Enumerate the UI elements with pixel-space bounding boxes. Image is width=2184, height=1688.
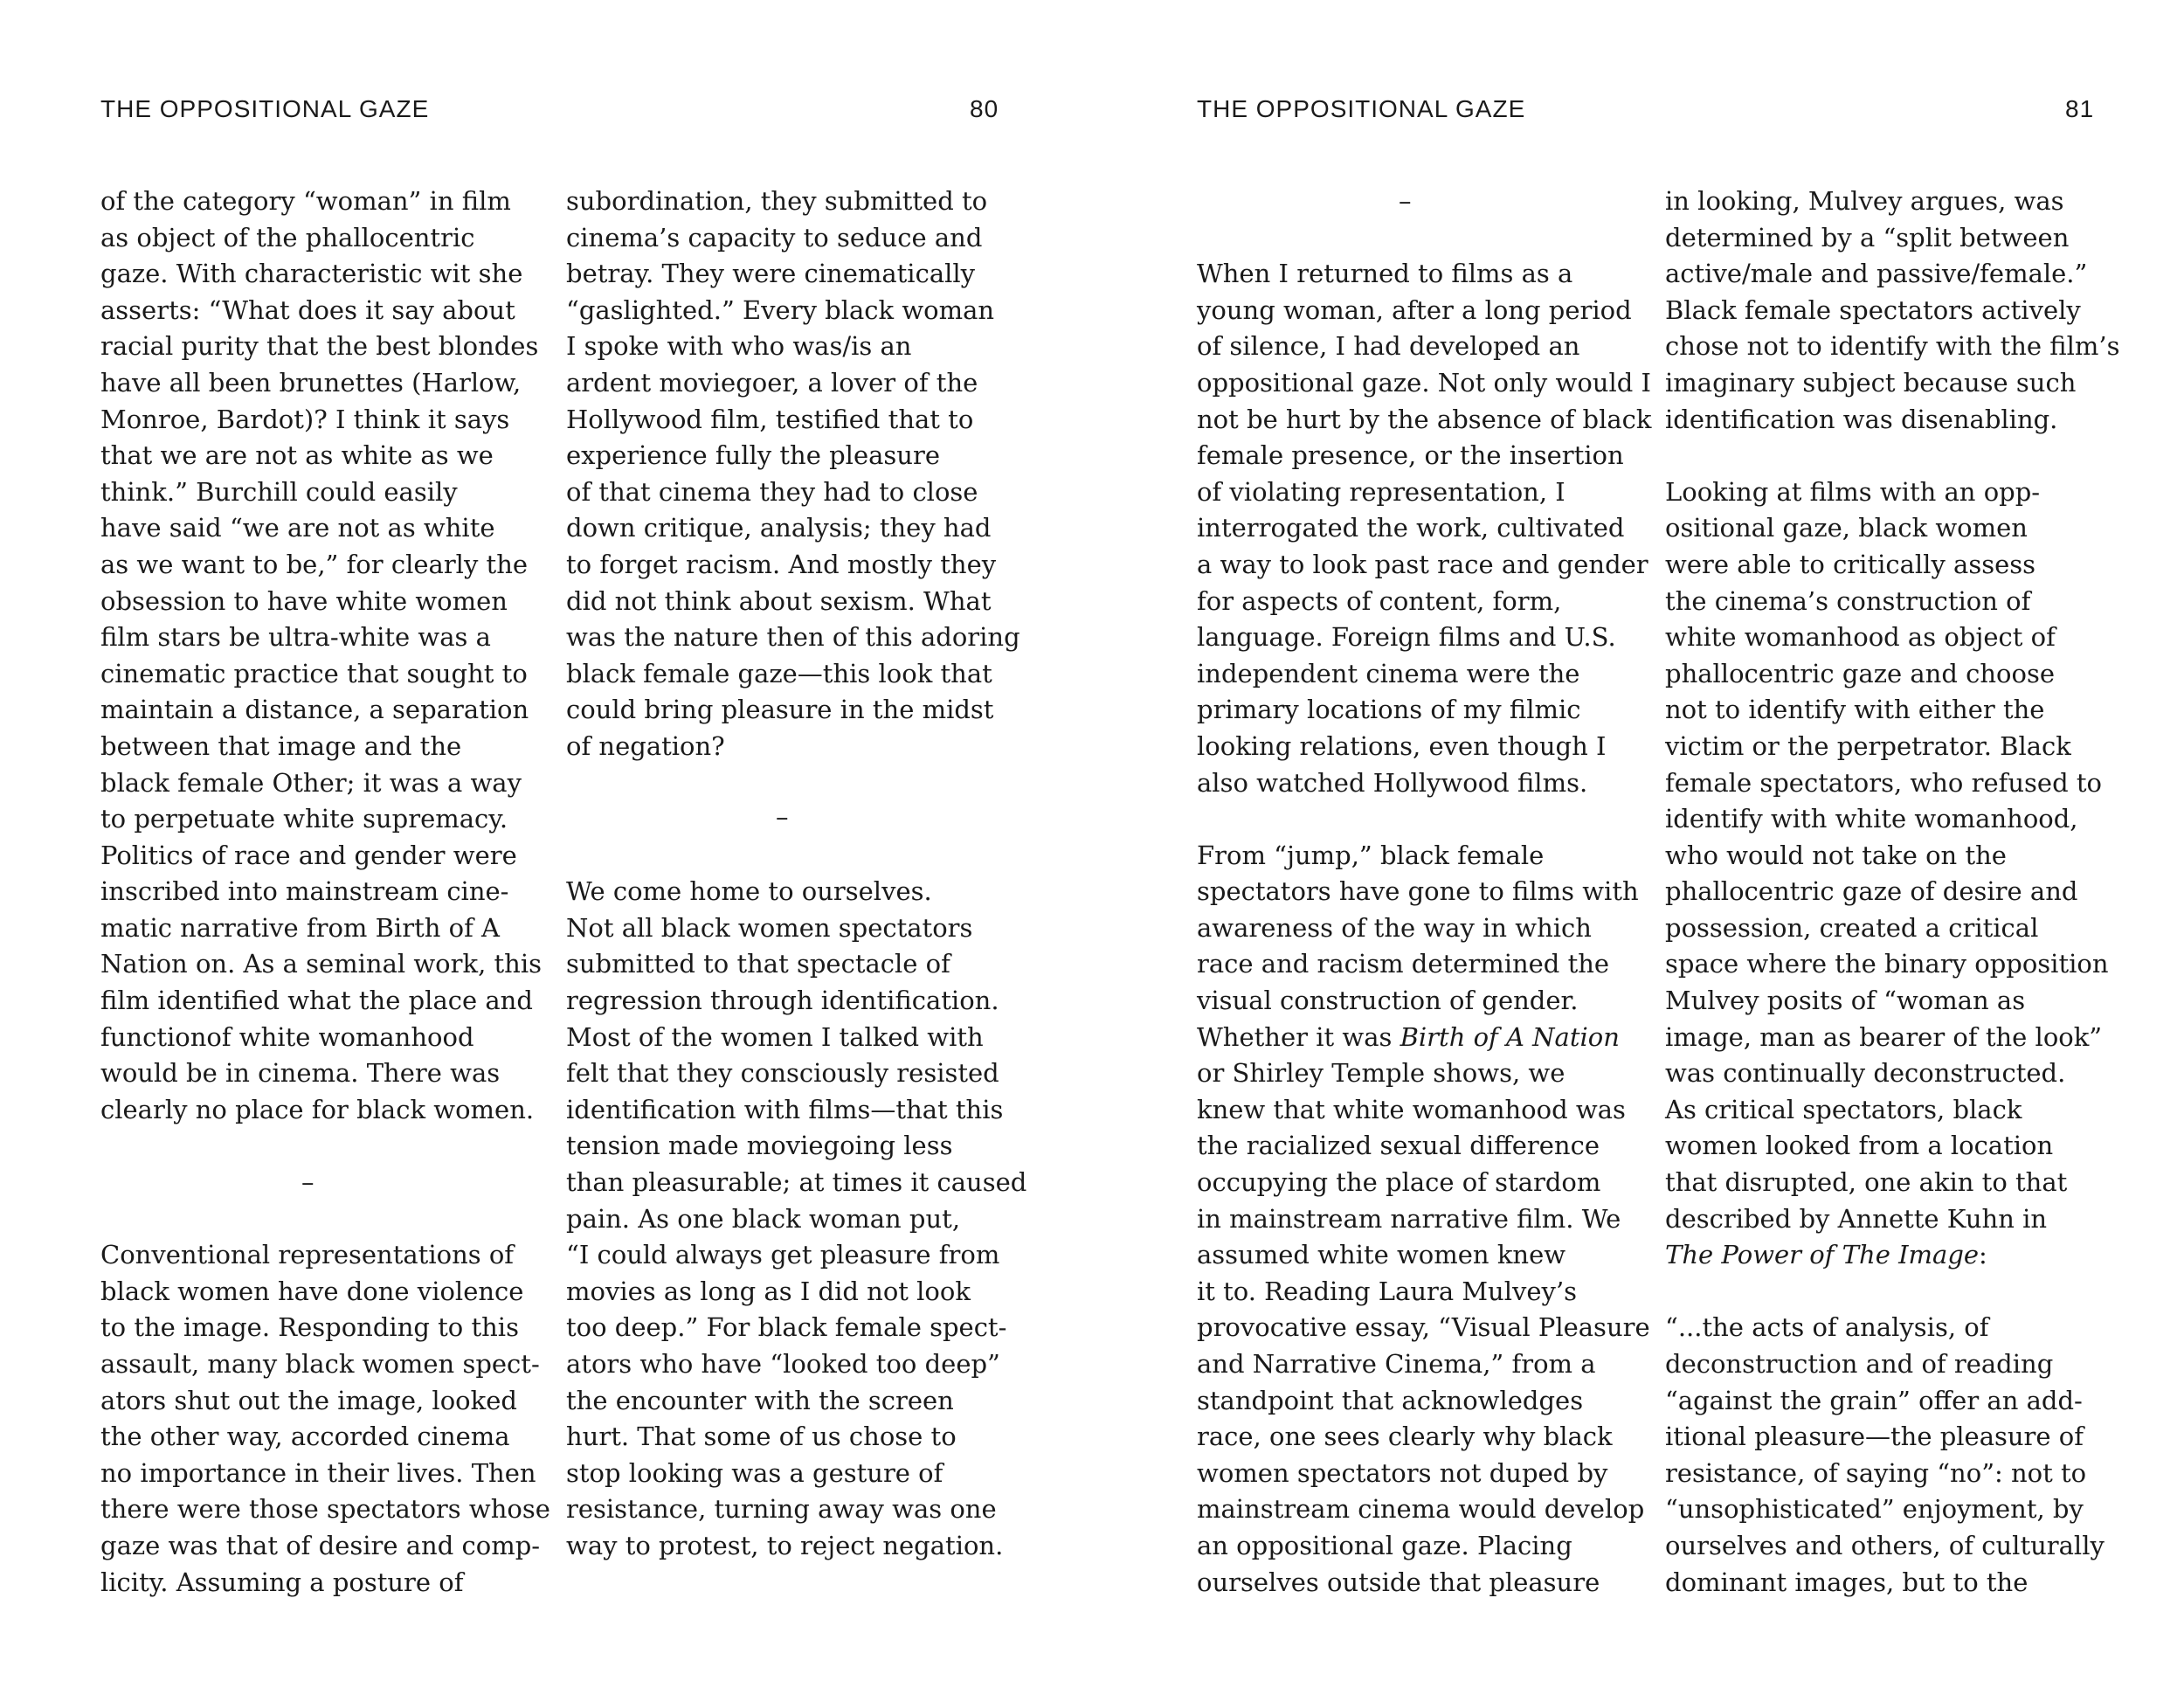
text-line: ators shut out the image, looked xyxy=(100,1385,517,1415)
text-line: occupying the place of stardom xyxy=(1197,1167,1601,1198)
text-line: licity. Assuming a posture of xyxy=(100,1567,464,1597)
text-line: female presence, or the insertion xyxy=(1197,440,1624,471)
text-line: oppositional gaze. Not only would I xyxy=(1197,367,1651,398)
text-line: identification with films—that this xyxy=(566,1094,1004,1124)
text-line: described by Annette Kuhn in xyxy=(1665,1203,2048,1234)
text-line: When I returned to films as a xyxy=(1197,259,1573,289)
text-line: down critique, analysis; they had xyxy=(566,513,992,543)
text-line: no importance in their lives. Then xyxy=(100,1457,536,1488)
page-number: 81 xyxy=(2065,95,2095,122)
left-page-column-1 xyxy=(100,183,550,1601)
section-break-dash: – xyxy=(776,802,789,832)
text-line: gaze was that of desire and comp- xyxy=(100,1530,541,1560)
text-line: did not think about sexism. What xyxy=(566,585,992,616)
text-line xyxy=(566,838,1026,875)
text-line: too deep.” For black female spect- xyxy=(566,1312,1007,1343)
text-line: white womanhood as object of xyxy=(1665,622,2056,653)
text-line xyxy=(566,765,1026,802)
right-page-column-2 xyxy=(1665,183,2120,1601)
right-page xyxy=(1092,0,2184,1688)
text-line: as we want to be,” for clearly the xyxy=(100,549,529,579)
text-line: that disrupted, one akin to that xyxy=(1665,1167,2068,1198)
text-line xyxy=(1665,438,2120,474)
text-line: deconstruction and of reading xyxy=(1665,1349,2054,1379)
text-line: in looking, Mulvey argues, was xyxy=(1665,186,2064,216)
text-line: spectators have gone to films with xyxy=(1197,876,1639,907)
text-line: I spoke with who was/is an xyxy=(566,331,912,362)
text-line: black women have done violence xyxy=(100,1276,524,1306)
running-head: THE OPPOSITIONAL GAZE xyxy=(100,95,430,122)
left-page-column-2 xyxy=(566,183,1026,1565)
text-line xyxy=(1197,183,1651,220)
text-line: submitted to that spectacle of xyxy=(566,949,950,979)
text-line: gaze. With characteristic wit she xyxy=(100,259,523,289)
text-line: to forget racism. And mostly they xyxy=(566,549,997,579)
text-line: awareness of the way in which xyxy=(1197,912,1592,943)
text-line: Whether it was Birth of A Nation xyxy=(1197,1021,1620,1052)
text-line: itional pleasure—the pleasure of xyxy=(1665,1422,2084,1452)
text-line: of violating representation, I xyxy=(1197,476,1565,507)
text-line: provocative essay, “Visual Pleasure xyxy=(1197,1312,1650,1343)
text-line: than pleasurable; at times it caused xyxy=(566,1167,1027,1198)
text-line: of negation? xyxy=(566,730,725,761)
text-line: matic narrative from Birth of A xyxy=(100,912,500,943)
text-line: language. Foreign films and U.S. xyxy=(1197,622,1616,653)
text-line xyxy=(1197,220,1651,257)
text-line: young woman, after a long period xyxy=(1197,294,1632,325)
text-line: identification was disenabling. xyxy=(1665,404,2058,434)
text-line: tension made moviegoing less xyxy=(566,1131,953,1161)
text-line: “...the acts of analysis, of xyxy=(1665,1312,1989,1343)
text-line: film stars be ultra-white was a xyxy=(100,622,491,653)
text-line: active/male and passive/female.” xyxy=(1665,259,2088,289)
text-line: that we are not as white as we xyxy=(100,440,494,471)
text-line: Not all black women spectators xyxy=(566,912,973,943)
text-line: image, man as bearer of the look” xyxy=(1665,1021,2103,1052)
text-line: assumed white women knew xyxy=(1197,1240,1566,1270)
text-line: Mulvey posits of “woman as xyxy=(1665,986,2026,1016)
text-line: maintain a distance, a separation xyxy=(100,695,529,725)
text-line: the racialized sexual difference xyxy=(1197,1131,1600,1161)
running-head: THE OPPOSITIONAL GAZE xyxy=(1197,95,1526,122)
text-line: We come home to ourselves. xyxy=(566,876,932,907)
text-line: way to protest, to reject negation. xyxy=(566,1530,1004,1560)
text-line: the encounter with the screen xyxy=(566,1385,954,1415)
text-line: for aspects of content, form, xyxy=(1197,585,1562,616)
right-page-column-1 xyxy=(1197,183,1651,1601)
text-line: interrogated the work, cultivated xyxy=(1197,513,1625,543)
italic-title: The Power of The Image xyxy=(1665,1240,1980,1270)
text-line: independent cinema were the xyxy=(1197,658,1580,688)
text-line xyxy=(566,801,1026,838)
text-line: Hollywood film, testified that to xyxy=(566,404,974,434)
text-line: was the nature then of this adoring xyxy=(566,622,1020,653)
text-line: “against the grain” offer an add- xyxy=(1665,1385,2083,1415)
text-line: felt that they consciously resisted xyxy=(566,1058,999,1089)
text-line: The Power of The Image: xyxy=(1665,1240,1987,1270)
text-line: Conventional representations of xyxy=(100,1240,515,1270)
text-line: From “jump,” black female xyxy=(1197,840,1545,870)
italic-title: Birth of A Nation xyxy=(1400,1021,1620,1052)
text-line: Politics of race and gender were xyxy=(100,840,517,870)
text-line xyxy=(1197,801,1651,838)
text-line: betray. They were cinematically xyxy=(566,259,976,289)
text-line: phallocentric gaze of desire and xyxy=(1665,876,2078,907)
text-line: women looked from a location xyxy=(1665,1131,2054,1161)
text-line: there were those spectators whose xyxy=(100,1494,550,1525)
text-line: resistance, of saying “no”: not to xyxy=(1665,1457,2087,1488)
text-line: functionof white womanhood xyxy=(100,1021,474,1052)
text-line: Looking at films with an opp- xyxy=(1665,476,2041,507)
text-line: ators who have “looked too deep” xyxy=(566,1349,1000,1379)
text-line: primary locations of my filmic xyxy=(1197,695,1581,725)
text-line: who would not take on the xyxy=(1665,840,2007,870)
section-break-dash: – xyxy=(301,1167,314,1197)
text-line: not to identify with either the xyxy=(1665,695,2045,725)
text-line: standpoint that acknowledges xyxy=(1197,1385,1584,1415)
text-line: would be in cinema. There was xyxy=(100,1058,501,1089)
text-line: space where the binary opposition xyxy=(1665,949,2109,979)
text-line: asserts: “What does it say about xyxy=(100,294,515,325)
text-line: Nation on. As a seminal work, this xyxy=(100,949,542,979)
text-line: subordination, they submitted to xyxy=(566,186,988,216)
text-line: race and racism determined the xyxy=(1197,949,1610,979)
text-line: race, one sees clearly why black xyxy=(1197,1422,1613,1452)
text-line: the other way, accorded cinema xyxy=(100,1422,510,1452)
text-line: pain. As one black woman put, xyxy=(566,1203,961,1234)
text-line: Most of the women I talked with xyxy=(566,1021,984,1052)
text-line: not be hurt by the absence of black xyxy=(1197,404,1652,434)
text-line: determined by a “split between xyxy=(1665,222,2070,253)
text-line: film identified what the place and xyxy=(100,986,533,1016)
text-line: or Shirley Temple shows, we xyxy=(1197,1058,1565,1089)
text-line: imaginary subject because such xyxy=(1665,367,2077,398)
text-line: As critical spectators, black xyxy=(1665,1094,2022,1124)
text-line: between that image and the xyxy=(100,730,462,761)
text-line: to the image. Responding to this xyxy=(100,1312,519,1343)
text-line: were able to critically assess xyxy=(1665,549,2036,579)
text-line: resistance, turning away was one xyxy=(566,1494,997,1525)
text-line: an oppositional gaze. Placing xyxy=(1197,1530,1572,1560)
text-line xyxy=(100,1165,550,1201)
text-line xyxy=(1665,1274,2120,1311)
text-line: of the category “woman” in film xyxy=(100,186,511,216)
text-line: the cinema’s construction of xyxy=(1665,585,2031,616)
text-line: Monroe, Bardot)? I think it says xyxy=(100,404,510,434)
text-line: experience fully the pleasure xyxy=(566,440,940,471)
text-line: “I could always get pleasure from xyxy=(566,1240,1000,1270)
text-line: Black female spectators actively xyxy=(1665,294,2081,325)
text-line: a way to look past race and gender xyxy=(1197,549,1648,579)
text-line: “unsophisticated” enjoyment, by xyxy=(1665,1494,2084,1525)
text-line: could bring pleasure in the midst xyxy=(566,695,994,725)
text-line: also watched Hollywood films. xyxy=(1197,767,1588,798)
text-line: visual construction of gender. xyxy=(1197,986,1579,1016)
text-line: was continually deconstructed. xyxy=(1665,1058,2066,1089)
text-line: in mainstream narrative film. We xyxy=(1197,1203,1621,1234)
text-line: mainstream cinema would develop xyxy=(1197,1494,1645,1525)
text-line xyxy=(100,1128,550,1165)
text-line: regression through identification. xyxy=(566,986,999,1016)
section-break-dash: – xyxy=(1399,186,1412,216)
text-line: movies as long as I did not look xyxy=(566,1276,971,1306)
text-line: to perpetuate white supremacy. xyxy=(100,804,508,834)
text-line: ourselves and others, of culturally xyxy=(1665,1530,2105,1560)
text-line xyxy=(100,1201,550,1238)
text-line: looking relations, even though I xyxy=(1197,730,1607,761)
text-line: racial purity that the best blondes xyxy=(100,331,539,362)
text-line: obsession to have white women xyxy=(100,585,508,616)
text-line: female spectators, who refused to xyxy=(1665,767,2102,798)
text-line: stop looking was a gesture of xyxy=(566,1457,943,1488)
text-line: inscribed into mainstream cine- xyxy=(100,876,509,907)
text-line: black female Other; it was a way xyxy=(100,767,522,798)
text-line: assault, many black women spect- xyxy=(100,1349,540,1379)
text-line: have all been brunettes (Harlow, xyxy=(100,367,522,398)
text-line: women spectators not duped by xyxy=(1197,1457,1608,1488)
text-line: identify with white womanhood, xyxy=(1665,804,2078,834)
text-line: cinematic practice that sought to xyxy=(100,658,528,688)
text-line: dominant images, but to the xyxy=(1665,1567,2028,1597)
text-line: clearly no place for black women. xyxy=(100,1094,535,1124)
text-line: cinema’s capacity to seduce and xyxy=(566,222,983,253)
text-line: victim or the perpetrator. Black xyxy=(1665,730,2071,761)
text-line: ardent moviegoer, a lover of the xyxy=(566,367,978,398)
text-line: of silence, I had developed an xyxy=(1197,331,1580,362)
text-line: and Narrative Cinema,” from a xyxy=(1197,1349,1596,1379)
text-line: have said “we are not as white xyxy=(100,513,495,543)
text-line: knew that white womanhood was xyxy=(1197,1094,1626,1124)
text-line: of that cinema they had to close xyxy=(566,476,978,507)
text-line: as object of the phallocentric xyxy=(100,222,475,253)
text-line: ositional gaze, black women xyxy=(1665,513,2028,543)
text-line: it to. Reading Laura Mulvey’s xyxy=(1197,1276,1578,1306)
text-line: black female gaze—this look that xyxy=(566,658,992,688)
text-line: possession, created a critical xyxy=(1665,912,2039,943)
page-number: 80 xyxy=(970,95,999,122)
text-line: phallocentric gaze and choose xyxy=(1665,658,2056,688)
text-line: chose not to identify with the film’s xyxy=(1665,331,2120,362)
text-line: think.” Burchill could easily xyxy=(100,476,458,507)
text-line: hurt. That some of us chose to xyxy=(566,1422,957,1452)
text-line: “gaslighted.” Every black woman xyxy=(566,294,995,325)
text-line: ourselves outside that pleasure xyxy=(1197,1567,1600,1597)
